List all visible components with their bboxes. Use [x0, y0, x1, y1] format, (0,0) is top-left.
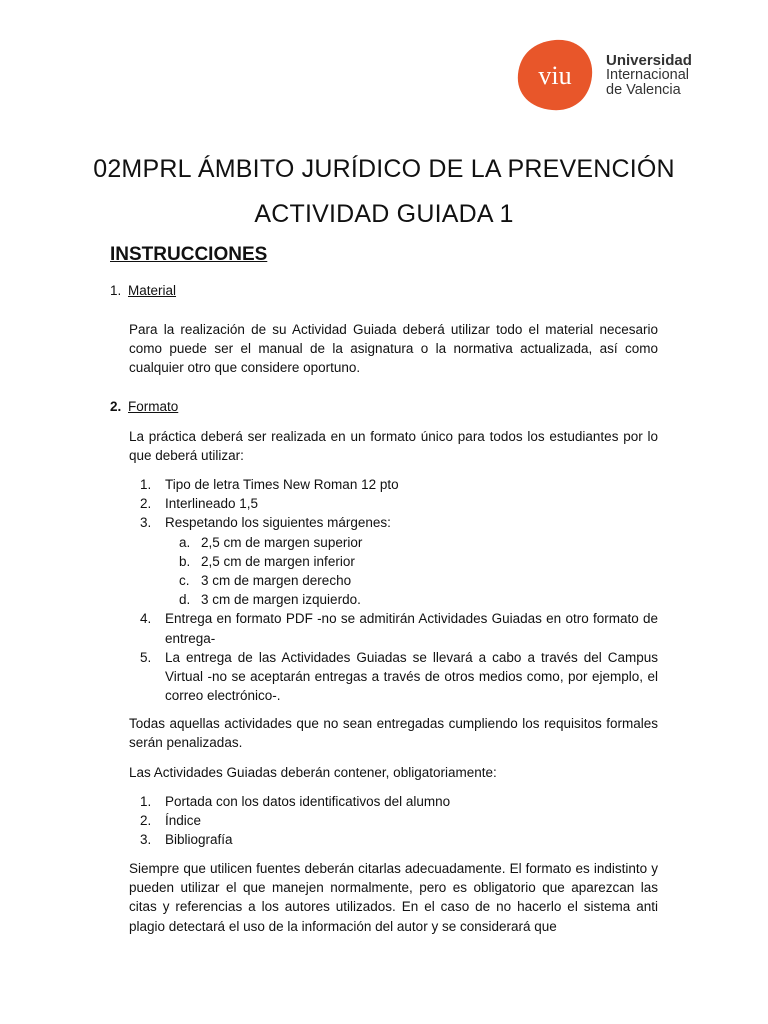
list-text: Tipo de letra Times New Roman 12 pto [165, 477, 399, 492]
list-text: Respetando los siguientes márgenes: [165, 515, 391, 531]
list-text: Portada con los datos identificativos del alumno [165, 794, 451, 809]
logo-text [606, 53, 692, 98]
logo-line-2: Internacional [606, 66, 690, 83]
section-number: 2. [110, 399, 122, 414]
paragraph-text: Siempre que utilicen fuentes deberán citarlas adecuadamente. El formato es indistinto y pueden utilizar el que manejen normalmente, pero es obligatorio que aparezcan las citas y referencias a los autores utilizados. En el caso de no hacerlo el sistema anti plagio detectará el uso de la información del autor y se considerará que [129, 861, 658, 934]
sublist-item [165, 571, 362, 590]
sublist-letter: c. [179, 573, 190, 589]
logo-line-1: Universidad [606, 51, 692, 69]
paragraph-text: Para la realización de su Actividad Guiada deberá utilizar todo el material necesario como puede ser el manual de la asignatura o la normativa actualizada, así como cualquier otro que considere oportuno. [129, 322, 658, 376]
sublist-text: 2,5 cm de margen superior [201, 534, 363, 550]
list-number: 3. [140, 832, 152, 848]
sublist-letter: b. [179, 553, 191, 569]
material-paragraph [129, 320, 658, 378]
required-contents-list [129, 792, 658, 850]
document-title: 02MPRL ÁMBITO JURÍDICO DE LA PREVENCIÓN [93, 155, 675, 183]
list-text: Índice [165, 813, 202, 829]
list-text: La entrega de las Actividades Guiadas se llevará a cabo a través del Campus Virtual -no se aceptarán entregas a través de otros medios como, por ejemplo, el correo electrónico-. [165, 649, 658, 704]
list-number: 2. [140, 496, 152, 512]
sublist-text: 2,5 cm de margen inferior [201, 553, 355, 569]
paragraph-text: La práctica deberá ser realizada en un formato único para todos los estudiantes por lo que deberá utilizar: [129, 429, 658, 464]
penalty-paragraph [129, 714, 658, 752]
instructions-heading: INSTRUCCIONES [110, 244, 268, 265]
citations-paragraph [129, 859, 658, 936]
sublist-letter: d. [179, 592, 191, 608]
paragraph-text: Las Actividades Guiadas deberán contener, obligatoriamente: [129, 765, 497, 780]
sublist-text: 3 cm de margen izquierdo. [201, 592, 361, 608]
sublist-item [165, 590, 362, 609]
sublist-item [165, 533, 362, 552]
viu-logo [516, 38, 692, 112]
list-number: 4. [140, 611, 152, 627]
list-item [129, 513, 658, 532]
list-item [129, 830, 658, 849]
list-item [129, 609, 658, 647]
list-item [129, 792, 658, 811]
logo-line-3: de Valencia [606, 81, 681, 98]
document-subtitle: ACTIVIDAD GUIADA 1 [254, 200, 514, 228]
list-text: Interlineado 1,5 [165, 496, 259, 512]
list-item [129, 494, 658, 513]
list-number: 3. [140, 515, 152, 531]
list-number: 1. [140, 477, 152, 492]
contents-intro-paragraph [129, 763, 658, 782]
section-label: Material [128, 283, 177, 298]
list-item [129, 648, 658, 706]
list-item [129, 475, 658, 494]
sublist-letter: a. [179, 534, 191, 550]
viu-logo-mark [516, 38, 594, 112]
list-number: 1. [140, 794, 152, 809]
list-number: 5. [140, 649, 152, 665]
list-text: Entrega en formato PDF -no se admitirán Actividades Guiadas en otro formato de entrega- [165, 611, 658, 646]
sublist-text: 3 cm de margen derecho [201, 573, 352, 589]
list-number: 2. [140, 813, 152, 829]
format-intro-paragraph [129, 427, 658, 465]
svg-text:viu: viu [538, 61, 572, 90]
format-requirements-list [129, 475, 658, 705]
section-material-heading [110, 283, 176, 298]
section-label: Formato [128, 399, 179, 414]
margins-sublist [165, 533, 362, 610]
sublist-item [165, 552, 362, 571]
list-item [129, 811, 658, 830]
margins-sublist-container [129, 533, 658, 610]
section-number: 1. [110, 283, 122, 298]
section-format-heading [110, 399, 178, 414]
paragraph-text: Todas aquellas actividades que no sean entregadas cumpliendo los requisitos formales serán penalizadas. [129, 716, 658, 751]
list-text: Bibliografía [165, 832, 233, 848]
